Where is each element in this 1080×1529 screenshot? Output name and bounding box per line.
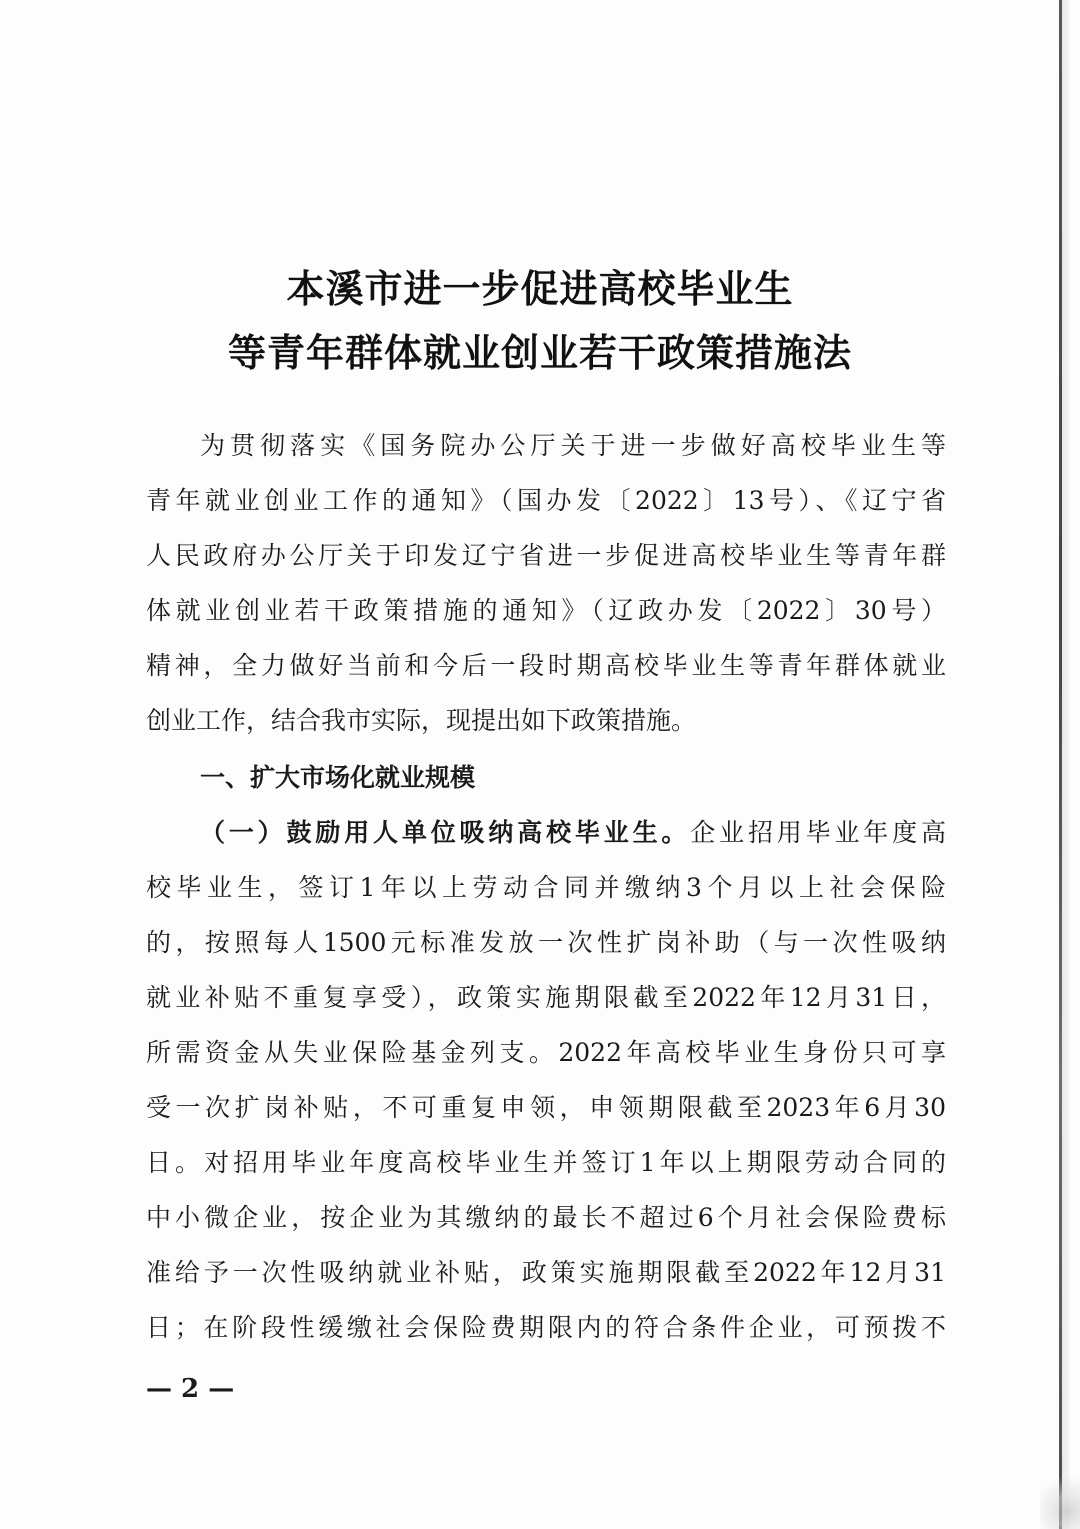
document-title-line-1: 本溪市进一步促进高校毕业生 <box>286 267 794 311</box>
section-heading: 一、扩大市场化就业规模 <box>200 763 476 792</box>
intro-line: 体就业创业若干政策措施的通知》（辽政办发〔2022〕30号） <box>146 596 946 625</box>
intro-line: 创业工作，结合我市实际，现提出如下政策措施。 <box>146 706 697 735</box>
item-first-line <box>200 817 946 849</box>
scan-edge-shadow <box>1062 0 1070 1529</box>
scan-edge-line <box>1059 0 1062 1529</box>
page-corner-mark <box>1040 1469 1080 1529</box>
document-title-line-2: 等青年群体就业创业若干政策措施法 <box>227 331 852 375</box>
body-line: 就业补贴不重复享受），政策实施期限截至2022年12月31日， <box>146 983 946 1012</box>
item-first-line-text: 企业招用毕业年度高 <box>690 818 946 847</box>
item-title: （一）鼓励用人单位吸纳高校毕业生。 <box>200 818 691 847</box>
intro-line: 精神，全力做好当前和今后一段时期高校毕业生等青年群体就业 <box>146 651 946 680</box>
intro-line: 人民政府办公厅关于印发辽宁省进一步促进高校毕业生等青年群 <box>146 541 946 570</box>
body-line: 校毕业生，签订1年以上劳动合同并缴纳3个月以上社会保险 <box>146 873 946 902</box>
body-line: 所需资金从失业保险基金列支。2022年高校毕业生身份只可享 <box>146 1038 946 1067</box>
body-line: 日；在阶段性缓缴社会保险费期限内的符合条件企业，可预拨不 <box>146 1313 946 1342</box>
body-line: 准给予一次性吸纳就业补贴，政策实施期限截至2022年12月31 <box>146 1258 946 1287</box>
body-line: 中小微企业，按企业为其缴纳的最长不超过6个月社会保险费标 <box>146 1203 946 1232</box>
body-line: 受一次扩岗补贴，不可重复申领，申领期限截至2023年6月30 <box>146 1093 946 1122</box>
intro-line: 为贯彻落实《国务院办公厅关于进一步做好高校毕业生等 <box>200 431 946 460</box>
intro-line: 青年就业创业工作的通知》（国办发〔2022〕13号）、《辽宁省 <box>146 486 946 515</box>
page-number: — 2 — <box>146 1374 235 1404</box>
body-line: 日。对招用毕业年度高校毕业生并签订1年以上期限劳动合同的 <box>146 1148 946 1177</box>
body-line: 的，按照每人1500元标准发放一次性扩岗补助（与一次性吸纳 <box>146 928 946 957</box>
